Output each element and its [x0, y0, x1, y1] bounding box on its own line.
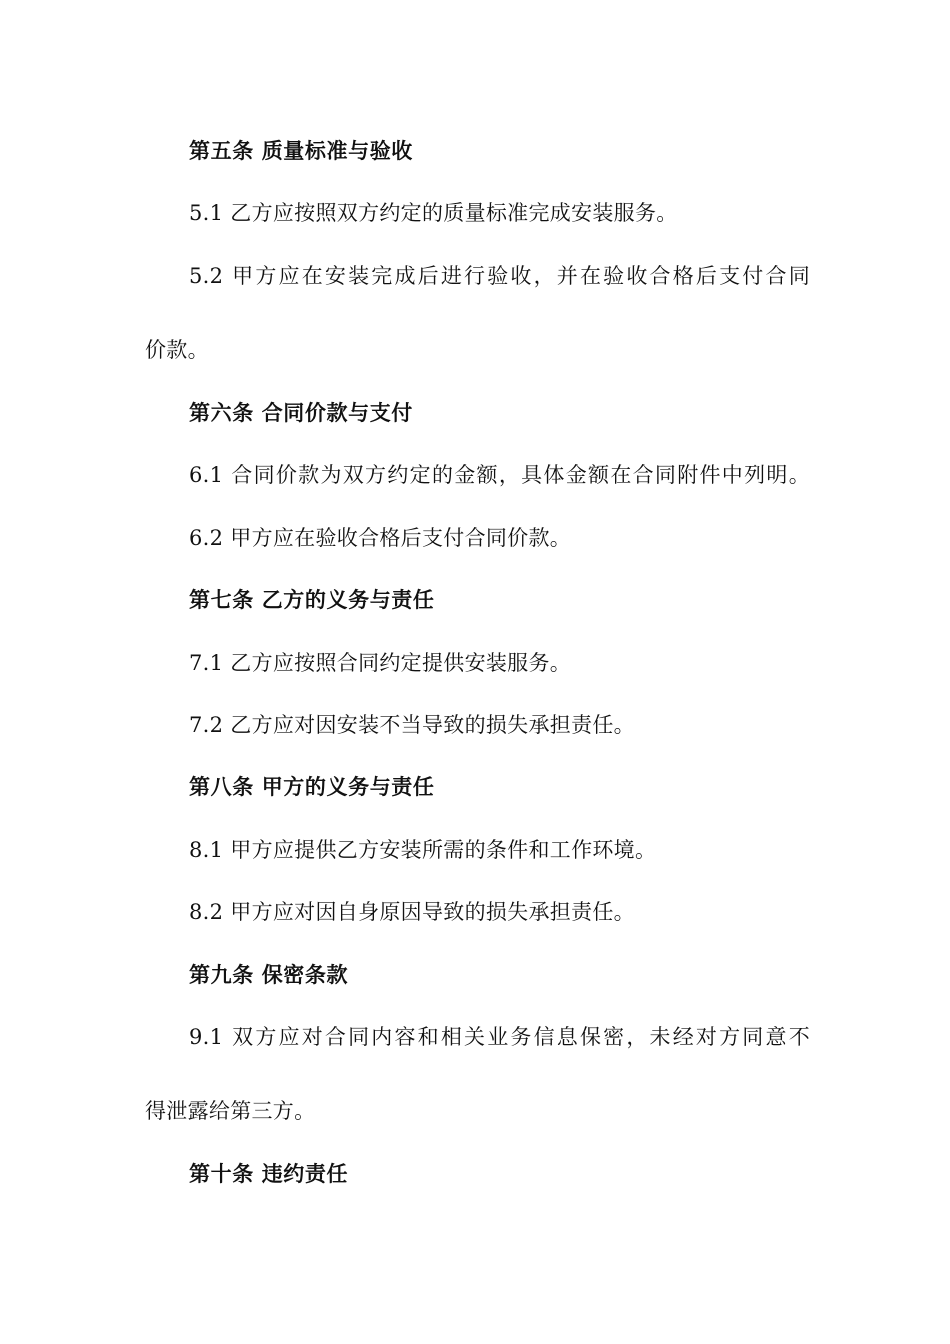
clause-9-1-line-2: 得泄露给第三方。	[145, 1099, 316, 1123]
clause-9-1-line-1: 9.1 双方应对合同内容和相关业务信息保密，未经对方同意不	[189, 1025, 810, 1049]
article-heading-6: 第六条 合同价款与支付	[189, 401, 413, 425]
clause-5-1: 5.1 乙方应按照双方约定的质量标准完成安装服务。	[189, 201, 678, 225]
clause-8-2: 8.2 甲方应对因自身原因导致的损失承担责任。	[189, 900, 635, 924]
clause-6-1: 6.1 合同价款为双方约定的金额，具体金额在合同附件中列明。	[189, 463, 810, 487]
article-heading-7: 第七条 乙方的义务与责任	[189, 588, 435, 612]
article-heading-10: 第十条 违约责任	[189, 1162, 349, 1186]
clause-5-2-line-1: 5.2 甲方应在安装完成后进行验收，并在验收合格后支付合同	[189, 264, 810, 288]
article-heading-8: 第八条 甲方的义务与责任	[189, 775, 435, 799]
article-heading-5: 第五条 质量标准与验收	[189, 139, 413, 163]
clause-7-2: 7.2 乙方应对因安装不当导致的损失承担责任。	[189, 713, 635, 737]
clause-5-2-line-2: 价款。	[145, 338, 209, 362]
clause-7-1: 7.1 乙方应按照合同约定提供安装服务。	[189, 651, 572, 675]
article-heading-9: 第九条 保密条款	[189, 963, 349, 987]
clause-8-1: 8.1 甲方应提供乙方安装所需的条件和工作环境。	[189, 838, 657, 862]
clause-6-2: 6.2 甲方应在验收合格后支付合同价款。	[189, 526, 572, 550]
